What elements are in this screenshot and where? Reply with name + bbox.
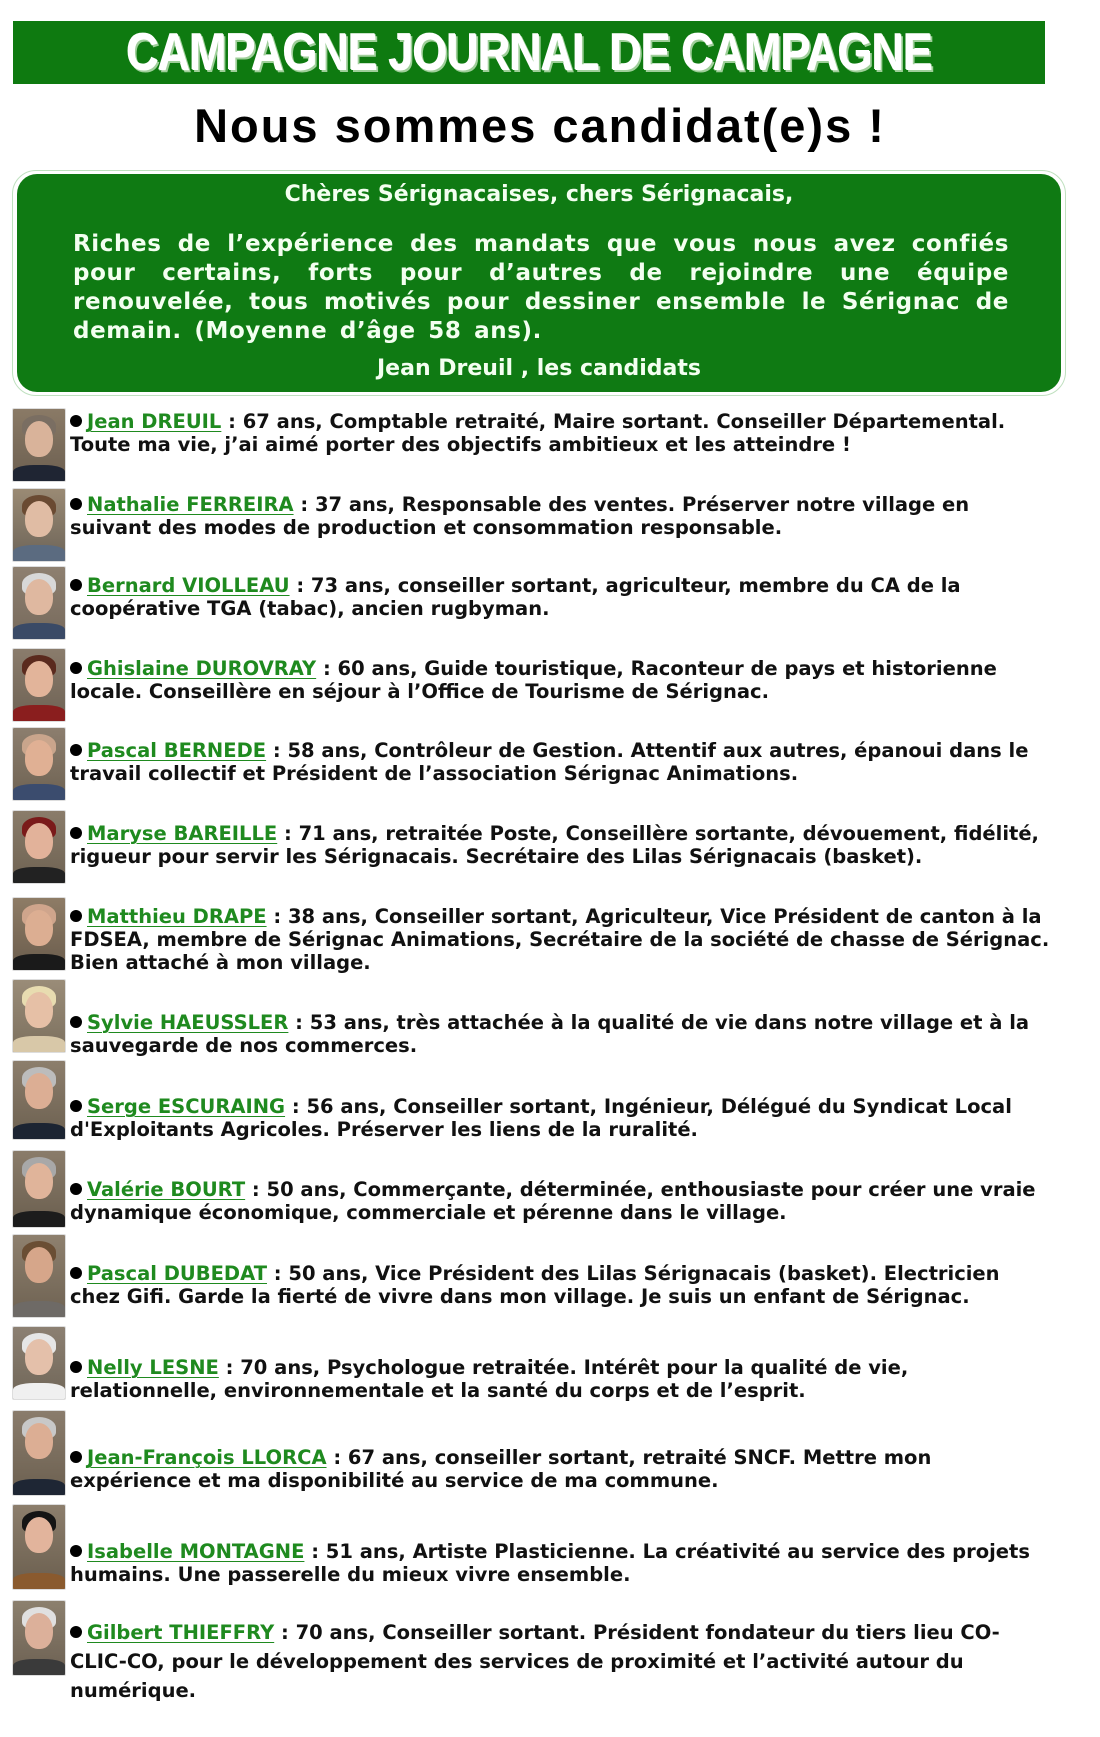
candidate-text — [70, 657, 1055, 703]
bullet-icon — [70, 1183, 82, 1195]
candidate-name[interactable]: Maryse BAREILLE — [87, 822, 278, 845]
bullet-icon — [70, 579, 82, 591]
candidate-photo — [12, 1150, 66, 1228]
candidate-text — [70, 1540, 1055, 1586]
candidate-text — [70, 1356, 1055, 1402]
candidate-photo — [12, 897, 66, 971]
bullet-icon — [70, 1545, 82, 1557]
candidate-details: : 53 ans, très attachée à la qualité de vie dans notre village et à la sauvegarde de nos commerces. — [70, 1011, 1030, 1057]
candidate-name[interactable]: Valérie BOURT — [87, 1178, 246, 1201]
candidate-name[interactable]: Nelly LESNE — [87, 1356, 219, 1379]
candidate-photo — [12, 727, 66, 801]
candidate-name[interactable]: Bernard VIOLLEAU — [87, 574, 290, 597]
candidate-name[interactable]: Pascal BERNEDE — [87, 739, 267, 762]
candidate-details: : 51 ans, Artiste Plasticienne. La créativité au service des projets humains. Une passerelle du mieux vivre ensemble. — [70, 1540, 1030, 1586]
candidate-details: : 56 ans, Conseiller sortant, Ingénieur, Délégué du Syndicat Local d'Exploitants Agricoles. Préserver les liens de la ruralité. — [70, 1095, 1012, 1141]
candidate-text — [70, 905, 1055, 974]
candidate-name[interactable]: Pascal DUBEDAT — [87, 1262, 267, 1285]
banner-title: CAMPAGNE JOURNAL DE CAMPAGNE — [126, 23, 932, 82]
candidate-name[interactable]: Ghislaine DUROVRAY — [87, 657, 317, 680]
candidate-name[interactable]: Sylvie HAEUSSLER — [87, 1011, 289, 1034]
message-box — [17, 174, 1061, 392]
candidate-details: : 73 ans, conseiller sortant, agriculteur, membre du CA de la coopérative TGA (tabac), ancien rugbyman. — [70, 574, 961, 620]
candidate-details: : 70 ans, Psychologue retraitée. Intérêt pour la qualité de vie, relationnelle, environnementale et la santé du corps et de l’esprit. — [70, 1356, 909, 1402]
candidate-photo — [12, 1410, 66, 1496]
candidate-text — [70, 1262, 1055, 1308]
candidate-photo — [12, 408, 66, 482]
candidate-name[interactable]: Jean-François LLORCA — [87, 1446, 327, 1469]
bullet-icon — [70, 1100, 82, 1112]
candidate-photo — [12, 1600, 66, 1676]
bullet-icon — [70, 1267, 82, 1279]
page-title: Nous sommes candidat(e)s ! — [194, 99, 886, 152]
bullet-icon — [70, 415, 82, 427]
candidate-text — [70, 1011, 1055, 1057]
candidate-details: : 50 ans, Vice Président des Lilas Sérignacais (basket). Electricien chez Gifi. Garde la fierté de vivre dans mon village. Je suis un enfant de Sérignac. — [70, 1262, 1000, 1308]
bullet-icon — [70, 744, 82, 756]
message-body: Riches de l’expérience des mandats que vous nous avez confiés pour certains, forts pour d’autres de rejoindre une équipe renouvelée, tous motivés pour dessiner ensemble le Sérignac de demain. (Moyenne d’âge 58 ans). — [73, 231, 1009, 344]
candidate-details: : 38 ans, Conseiller sortant, Agriculteur, Vice Président de canton à la FDSEA, membre de Sérignac Animations, Secrétaire de la société de chasse de Sérignac. Bien attaché à mon village. — [70, 905, 1050, 974]
candidate-details: : 70 ans, Conseiller sortant. Président fondateur du tiers lieu CO-CLIC-CO, pour le développement des services de proximité et l’activité autour du numérique. — [70, 1621, 1000, 1702]
message-signature: Jean Dreuil , les candidats — [377, 356, 701, 381]
candidate-text — [70, 1446, 1055, 1492]
bullet-icon — [70, 498, 82, 510]
bullet-icon — [70, 1451, 82, 1463]
candidate-details: : 67 ans, conseiller sortant, retraité SNCF. Mettre mon expérience et ma disponibilité au service de ma commune. — [70, 1446, 932, 1492]
message-greeting: Chères Sérignacaises, chers Sérignacais, — [284, 182, 794, 207]
candidate-name[interactable]: Jean DREUIL — [87, 410, 222, 433]
bullet-icon — [70, 827, 82, 839]
candidate-details: : 58 ans, Contrôleur de Gestion. Attentif aux autres, épanoui dans le travail collectif et Président de l’association Sérignac Animations. — [70, 739, 1029, 785]
candidate-name[interactable]: Nathalie FERREIRA — [87, 493, 294, 516]
bullet-icon — [70, 662, 82, 674]
candidate-name[interactable]: Gilbert THIEFFRY — [87, 1621, 275, 1644]
candidate-photo — [12, 566, 66, 640]
candidate-photo — [12, 1060, 66, 1140]
candidate-photo — [12, 1234, 66, 1318]
candidate-details: : 67 ans, Comptable retraité, Maire sortant. Conseiller Départemental. Toute ma vie, j’ai aimé porter des objectifs ambitieux et les atteindre ! — [70, 410, 1006, 456]
bullet-icon — [70, 910, 82, 922]
candidate-details: : 50 ans, Commerçante, déterminée, enthousiaste pour créer une vraie dynamique économique, commerciale et pérenne dans le village. — [70, 1178, 1036, 1224]
candidate-text — [70, 739, 1055, 785]
candidate-text — [70, 410, 1055, 456]
candidate-photo — [12, 488, 66, 562]
candidate-text — [70, 1618, 1055, 1705]
candidate-photo — [12, 1504, 66, 1590]
candidate-photo — [12, 648, 66, 722]
candidate-name[interactable]: Isabelle MONTAGNE — [87, 1540, 305, 1563]
candidate-details: : 60 ans, Guide touristique, Raconteur de pays et historienne locale. Conseillère en séjour à l’Office de Tourisme de Sérignac. — [70, 657, 997, 703]
candidate-photo — [12, 810, 66, 884]
candidate-text — [70, 1178, 1055, 1224]
bullet-icon — [70, 1361, 82, 1373]
candidate-text — [70, 574, 1055, 620]
candidate-text — [70, 493, 1055, 539]
bullet-icon — [70, 1626, 82, 1638]
bullet-icon — [70, 1016, 82, 1028]
candidate-text — [70, 1095, 1055, 1141]
candidate-name[interactable]: Matthieu DRAPE — [87, 905, 267, 928]
candidate-details: : 71 ans, retraitée Poste, Conseillère sortante, dévouement, fidélité, rigueur pour servir les Sérignacais. Secrétaire des Lilas Sérignacais (basket). — [70, 822, 1039, 868]
candidate-photo — [12, 1326, 66, 1400]
candidate-details: : 37 ans, Responsable des ventes. Préserver notre village en suivant des modes de production et consommation responsable. — [70, 493, 970, 539]
candidate-text — [70, 822, 1055, 868]
campaign-banner — [13, 21, 1045, 84]
candidate-photo — [12, 979, 66, 1053]
candidate-name[interactable]: Serge ESCURAING — [87, 1095, 286, 1118]
